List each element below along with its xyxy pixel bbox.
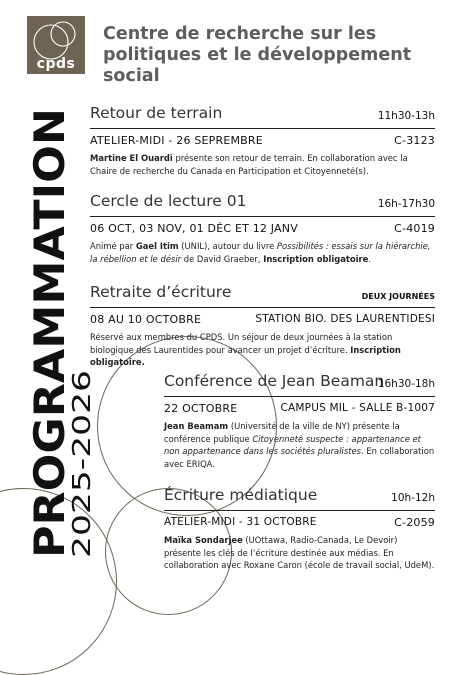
programmation-word: PROGRAMMATION bbox=[25, 131, 74, 558]
year-range: 2025-2026 bbox=[67, 421, 96, 558]
event-description: Animé par Gael Itim (UNIL), autour du livre Possibilités : essais sur la hiérarchie, la rébellion et le désir de David Graeber, Inscription obligatoire. bbox=[90, 241, 431, 264]
event-time: 10h-12h bbox=[391, 492, 435, 504]
event-room: C-2059 bbox=[394, 516, 435, 529]
cpds-logo bbox=[27, 16, 85, 74]
event-title: Écriture médiatique bbox=[164, 486, 318, 504]
event-title: Cercle de lecture 01 bbox=[90, 192, 247, 210]
event-date: 06 OCT, 03 NOV, 01 DÉC ET 12 JANV bbox=[90, 222, 298, 235]
event-time: 16h30-18h bbox=[377, 378, 435, 390]
event-divider bbox=[90, 216, 435, 217]
event-date: 08 AU 10 OCTOBRE bbox=[90, 313, 202, 326]
event-room: C-3123 bbox=[394, 134, 435, 147]
event-description: Maïka Sondarjee (UOttawa, Radio-Canada, Le Devoir) présente les clés de l’écriture destinée aux médias. En collaboration avec Roxane Caron (école de travail social, UdeM). bbox=[164, 535, 435, 571]
vertical-title bbox=[6, 96, 96, 560]
event-divider bbox=[164, 396, 435, 397]
organization-name: Centre de recherche sur les politiques et le développement social bbox=[103, 24, 412, 86]
event-room: STATION BIO. DES LAURENTIDESI bbox=[255, 313, 435, 325]
event-description: Jean Beamam (Université de la ville de NY) présente la conférence publique Citoyenneté suspecte : appartenance et non appartenance dans les sociétés pluralistes. En collaboration avec ERIQA. bbox=[164, 421, 435, 469]
event-divider bbox=[90, 128, 435, 129]
event-title: Retraite d’écriture bbox=[90, 283, 232, 301]
event-time: 16h-17h30 bbox=[377, 198, 435, 210]
event-time: 11h30-13h bbox=[377, 110, 435, 122]
event-description: Réservé aux membres du CPDS. Un séjour de deux journées à la station biologique des Laurentides pour avancer un projet d’écriture. Inscription obligatoire. bbox=[90, 332, 401, 368]
event-room: CAMPUS MIL - SALLE B-1007 bbox=[280, 402, 435, 414]
event-room: C-4019 bbox=[394, 222, 435, 235]
event-date: ATELIER-MIDI - 31 OCTOBRE bbox=[164, 516, 317, 528]
event-time: DEUX JOURNÉES bbox=[361, 292, 435, 301]
event-date: 22 OCTOBRE bbox=[164, 402, 238, 415]
event-title: Conférence de Jean Beaman bbox=[164, 372, 385, 390]
event-title: Retour de terrain bbox=[90, 104, 223, 122]
event-divider bbox=[164, 510, 435, 511]
event-description: Martine El Ouardi présente son retour de terrain. En collaboration avec la Chaire de recherche du Canada en Participation et Citoyenneté(s). bbox=[90, 153, 408, 176]
logo-text: cpds bbox=[36, 56, 76, 72]
event-divider bbox=[90, 307, 435, 308]
event-date: ATELIER-MIDI - 26 SEPREMBRE bbox=[90, 134, 263, 147]
